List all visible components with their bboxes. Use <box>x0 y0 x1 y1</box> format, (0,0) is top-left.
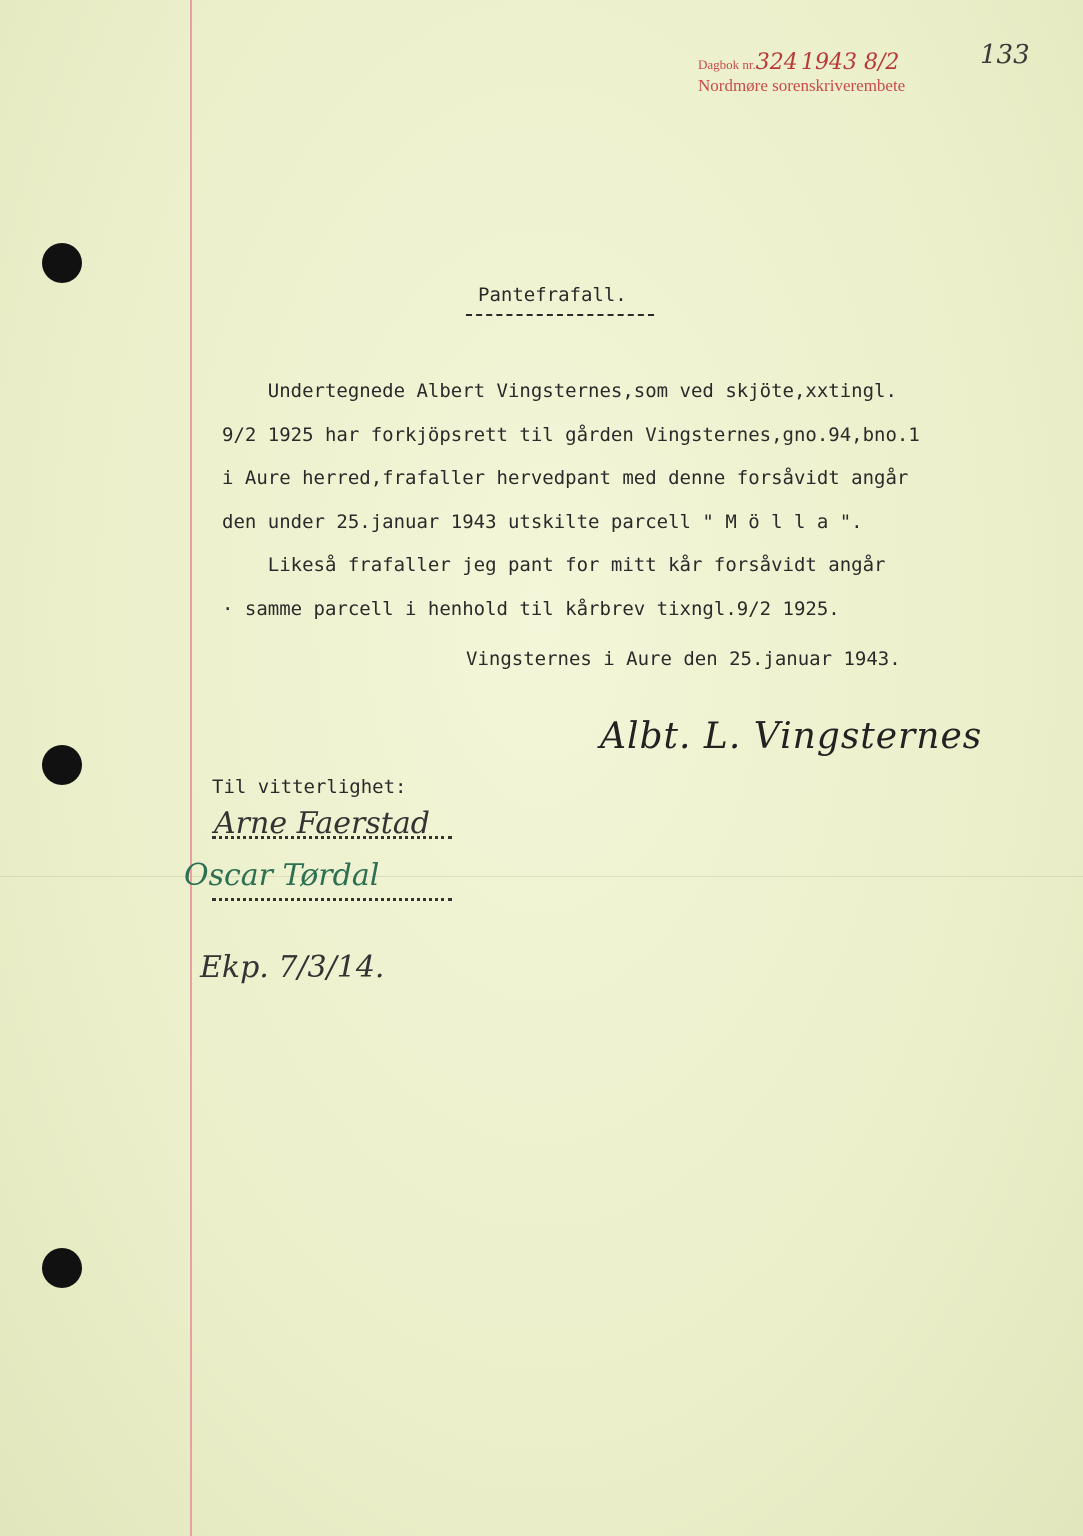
body-text <box>222 370 1022 631</box>
handwritten-note: Ekp. 7/3/14. <box>200 950 385 985</box>
witness-signature: Oscar Tørdal <box>184 858 380 893</box>
journal-stamp <box>698 50 899 75</box>
punch-hole <box>42 243 82 283</box>
body-line: Undertegnede Albert Vingsternes,som ved skjöte,xxtingl. <box>222 380 897 402</box>
body-line: 9/2 1925 har forkjöpsrett til gården Vingsternes,gno.94,bno.1 <box>222 423 920 446</box>
stamp-prefix: Dagbok nr. <box>698 57 756 72</box>
document-title: Pantefrafall. <box>478 284 627 306</box>
witness-dotted-line <box>212 898 452 901</box>
page-number: 133 <box>980 40 1030 70</box>
signature: Albt. L. Vingsternes <box>600 716 983 757</box>
witness-dotted-line <box>212 836 452 839</box>
stamp-office: Nordmøre sorenskriverembete <box>698 76 906 95</box>
stamp-year: 1943 8/2 <box>801 50 900 75</box>
witness-label: Til vitterlighet: <box>212 776 407 798</box>
stamp-number: 324 <box>755 50 798 75</box>
body-line: Likeså frafaller jeg pant for mitt kår forsåvidt angår <box>222 554 886 576</box>
margin-line <box>190 0 192 1536</box>
punch-hole <box>42 745 82 785</box>
body-line: den under 25.januar 1943 utskilte parcell " M ö l l a ". <box>222 510 863 533</box>
body-line: i Aure herred,frafaller hervedpant med denne forsåvidt angår <box>222 467 909 489</box>
witness-signature: Arne Faerstad <box>214 806 430 841</box>
body-line: · samme parcell i henhold til kårbrev tixngl.9/2 1925. <box>222 597 840 620</box>
title-underline <box>466 314 654 316</box>
place-date: Vingsternes i Aure den 25.januar 1943. <box>466 648 901 670</box>
punch-hole <box>42 1248 82 1288</box>
fold-line <box>0 876 1083 877</box>
